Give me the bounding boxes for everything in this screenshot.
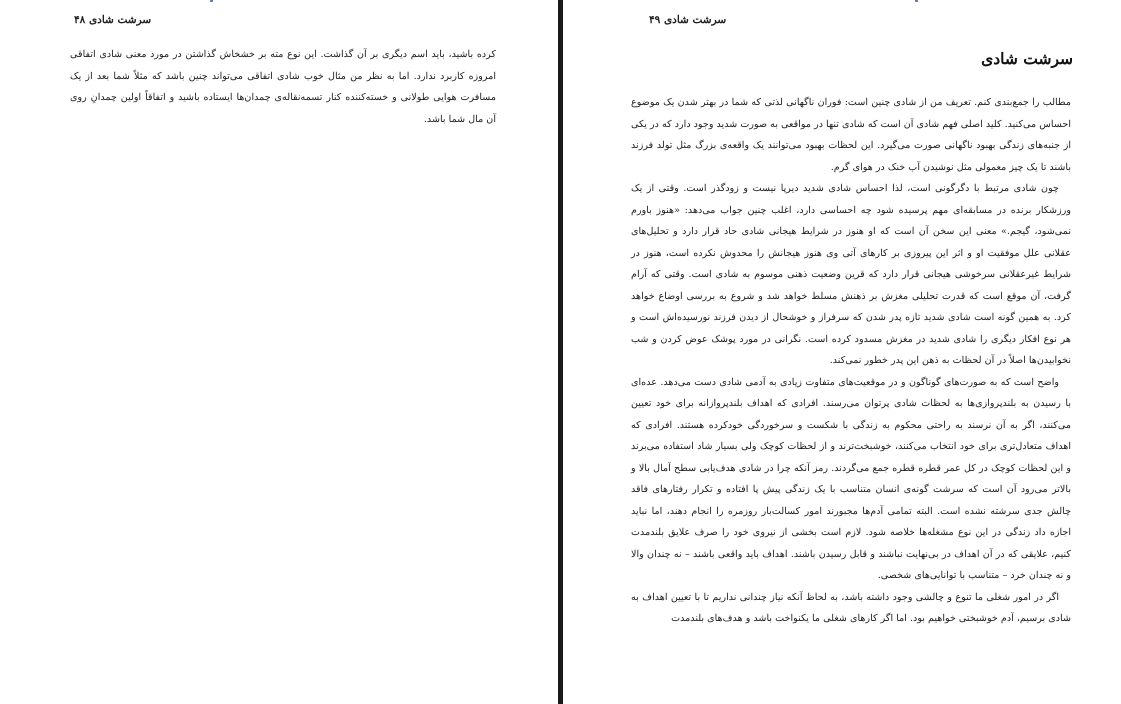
right-page	[563, 0, 1121, 704]
page-body	[70, 44, 496, 130]
paragraph: کرده باشید، باید اسم دیگری بر آن گذاشت. این نوع مته بر خشخاش گذاشتن در مورد معنی شادی اتفاقی امروزه کاربرد ندارد. اما به نظر من مثال خوب شادی اتفاقی می‌تواند چنین باشد که مثلاً شما بعد از یک مسافرت هوایی طولانی و خسته‌کننده کنار تسمه‌نقاله‌ی چمدان‌ها ایستاده باشید و اتفاقاً اولین چمدانِ روی آن مال شما باشد.	[70, 49, 496, 125]
paragraph: اگر در امور شغلی ما تنوع و چالشی وجود داشته باشد، به لحاظ آنکه نیاز چندانی نداریم تا با تعیین اهداف به شادی برسیم، آدم خوشبختی خواهیم بود. اما اگر کارهای شغلی ما یکنواخت باشد و هدف‌های بلندمدت	[631, 591, 1071, 624]
top-edge-mark	[915, 0, 918, 2]
running-header	[645, 14, 726, 26]
paragraph: مطالب را جمع‌بندی کنم. تعریف من از شادی چنین است: فوران ناگهانی لذتی که شما در بهتر شدن یک موضوع احساس می‌کنید. کلید اصلی فهم شادی آن است که شادی تنها در مواقعی به صورت شدید وجود دارد که در یکی از جنبه‌های زندگی بهبود ناگهانی صورت می‌گیرد. این لحظات بهبود می‌توانند یک واقعه‌ی بزرگ مثل تولد فرزند باشند تا یک چیز معمولی مثل نوشیدن آب خنک در هوای گرم.	[631, 97, 1071, 173]
page-body	[631, 92, 1071, 630]
paragraph: چون شادی مرتبط با دگرگونی است، لذا احساس شادی شدید دیرپا نیست و زودگذر است. وقتی از یک ورزشکار برنده در مسابقه‌ای مهم پرسیده شود چه احساسی دارد، اغلب چنین جواب می‌دهد: «هنوز باورم نمی‌شود، گیجم.» معنی این سخن آن است که او هنوز در شرایط هیجانی شادی حاد قرار دارد و تحلیل‌های عقلانی علل موفقیت او و اثر این پیروزی بر کارهای آتی وی هنوز هیجانش را محدوش نکرده است، هنوز در شرایط غیرعقلانی سرخوشی هیجانی قرار دارد که قرین وضعیت ذهنی موسوم به شادی است. وقتی که آرام گرفت، آن موقع است که قدرت تحلیلی مغزش بر ذهنش مسلط خواهد شد و شروع به بررسی اوضاع خواهد کرد. به همین گونه است شادی شدید تازه پدر شدن که سرفراز و خوشحال از دیدن فرزند نورسیده‌اش است و هر نوع افکار دیگری را شادی شدید در مغزش مسدود کرده است. نگرانی در مورد پوشک عوض کردن و شب نخوابیدن‌ها اصلاً در آن لحظات به ذهن این پدر خطور نمی‌کند.	[631, 183, 1071, 366]
page-number: ۴۹	[649, 14, 661, 26]
left-page	[0, 0, 559, 704]
top-edge-mark	[210, 0, 213, 2]
running-head-title: سرشت شادی	[663, 14, 727, 26]
paragraph: واضح است که به صورت‌های گوناگون و در موقعیت‌های متفاوت زیادی به آدمی شادی دست می‌دهد. عده‌ای با رسیدن به بلندپروازی‌ها به لحظات شادی پرتوان می‌رسند. افرادی که اهداف بلندپروازانه برای خود تعیین می‌کنند، اگر به آن نرسند به راحتی محکوم به زندگی با شکست و سرخوردگی خودکرده هستند. افرادی که اهداف متعادل‌تری برای خود انتخاب می‌کنند، خوشبخت‌ترند و از لحظات کوچک ولی بسیار شاد استفاده می‌برند و این لحظات کوچک در کل عمر قطره قطره جمع می‌گردند. رمز آنکه چرا در شادی هدف‌یابی سطح آمال بالا و بالاتر می‌رود آن است که سرشت گونه‌ی انسان متناسب با یک زندگی پیش پا افتاده و تکرار رفتارهای فاقد چالش جدی سرشته نشده است. البته تمامی آدم‌ها مجبورند امور کسالت‌بار روزمره را انجام دهند، اما نباید اجازه داد زندگی در این نوع مشغله‌ها خلاصه شود. لازم است بخشی از نیروی خود را صرف علایق بلندمدت کنیم، علایقی که در آن اهداف در بی‌نهایت نباشند و قابل رسیدن باشند. اهداف باید واقعی باشند – نه چندان والا و نه چندان خرد – متناسب با توانایی‌های شخصی.	[631, 376, 1071, 581]
running-head-title: سرشت شادی	[88, 14, 152, 26]
page-number: ۴۸	[74, 14, 86, 26]
chapter-title: سرشت شادی	[981, 49, 1073, 68]
running-header	[70, 14, 151, 26]
